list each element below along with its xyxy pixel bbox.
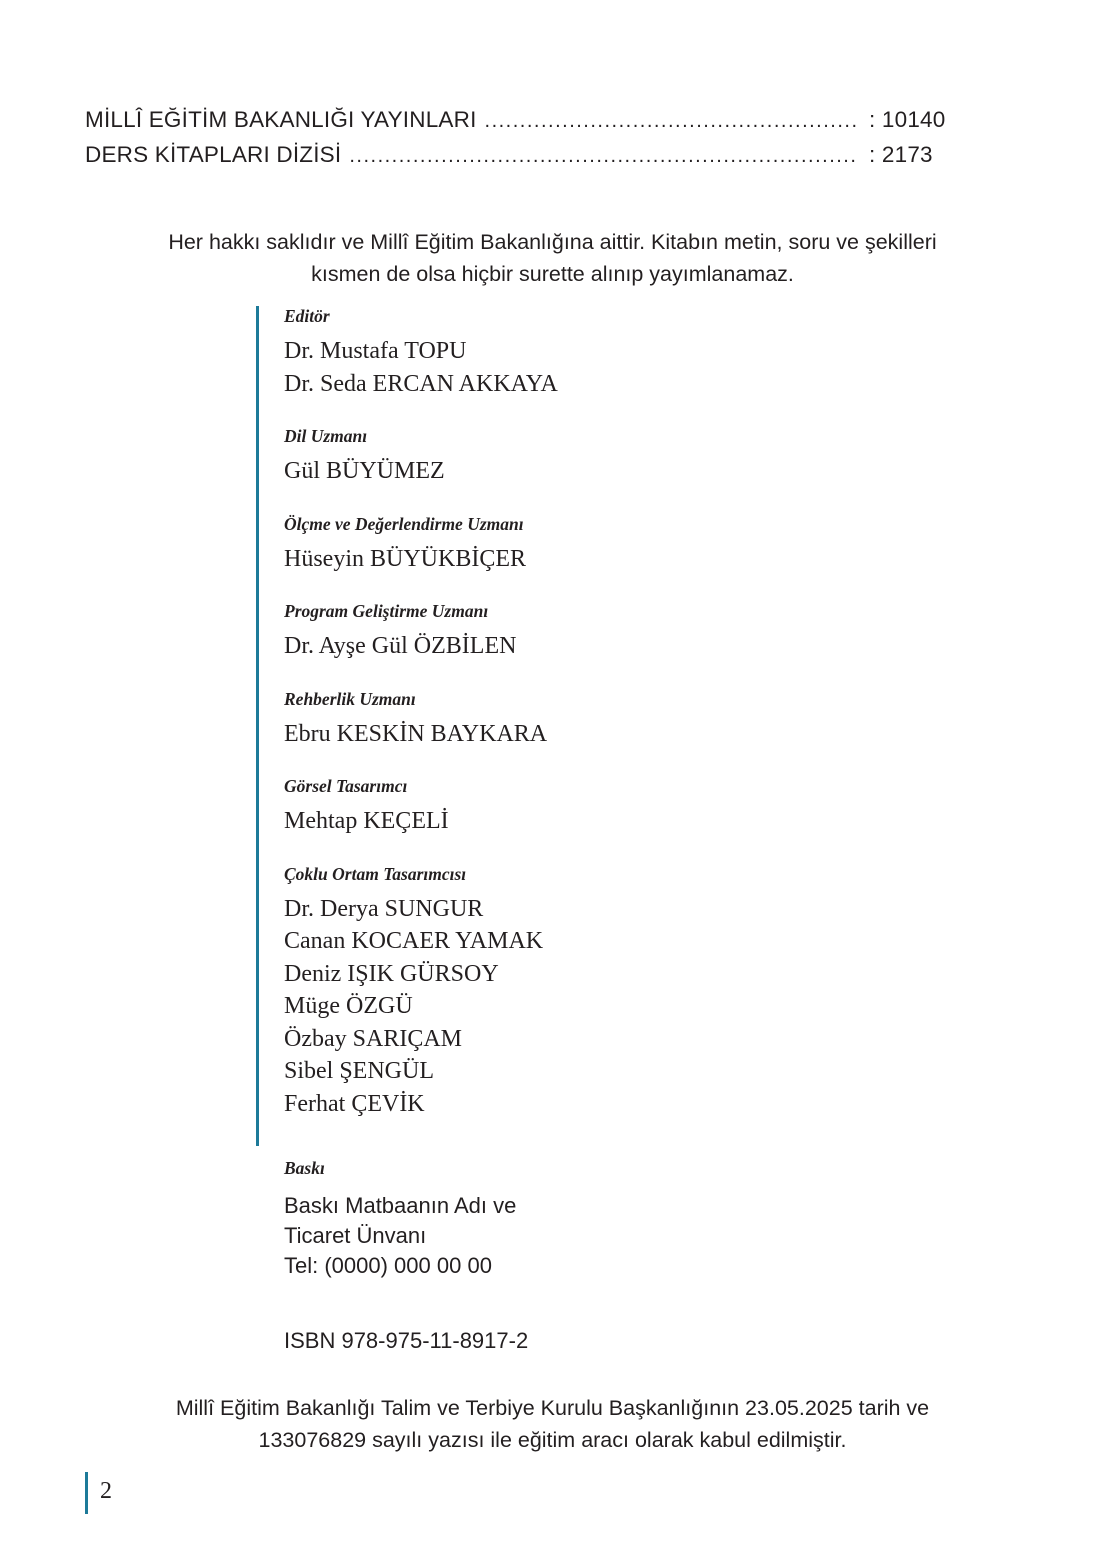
credit-name: Dr. Seda ERCAN AKKAYA xyxy=(284,370,558,397)
print-info-line: Ticaret Ünvanı xyxy=(284,1223,427,1248)
credit-title: Ölçme ve Değerlendirme Uzmanı xyxy=(284,513,524,534)
credit-name: Sibel ŞENGÜL xyxy=(284,1058,434,1084)
credit-section-editor xyxy=(284,306,816,400)
credit-title: Editör xyxy=(284,306,330,326)
dotted-leader xyxy=(349,139,859,173)
copyright-line: kısmen de olsa hiçbir surette alınıp yayımlanamaz. xyxy=(311,262,794,286)
credit-section-guidance-expert xyxy=(284,689,816,751)
copyright-notice xyxy=(90,226,1015,290)
credit-section-visual-designer xyxy=(284,776,816,838)
credit-name: Ebru KESKİN BAYKARA xyxy=(284,720,548,747)
credit-section-language-expert xyxy=(284,426,816,488)
publication-row xyxy=(85,103,947,138)
publication-number: : 2173 xyxy=(869,142,933,167)
copyright-line: Her hakkı saklıdır ve Millî Eğitim Bakanlığına aittir. Kitabın metin, soru ve şekilleri xyxy=(168,230,937,254)
credit-name: Hüseyin BÜYÜKBİÇER xyxy=(284,545,527,572)
credit-title: Program Geliştirme Uzmanı xyxy=(284,601,489,621)
publication-row xyxy=(85,138,947,173)
credit-name: Gül BÜYÜMEZ xyxy=(284,458,445,484)
credit-name: Mehtap KEÇELİ xyxy=(284,808,449,834)
print-info-line: Baskı Matbaanın Adı ve xyxy=(284,1193,517,1218)
publication-header xyxy=(85,103,947,173)
approval-line: Millî Eğitim Bakanlığı Talim ve Terbiye Kurulu Başkanlığının 23.05.2025 tarih ve xyxy=(175,1396,930,1420)
print-info-line: Tel: (0000) 000 00 00 xyxy=(284,1253,492,1278)
approval-line: 133076829 sayılı yazısı ile eğitim aracı olarak kabul edilmiştir. xyxy=(258,1428,847,1452)
print-info-title: Baskı xyxy=(284,1158,325,1178)
credit-title: Rehberlik Uzmanı xyxy=(284,688,416,709)
print-info-block xyxy=(284,1158,516,1281)
credit-title: Görsel Tasarımcı xyxy=(284,776,408,796)
publication-number: : 10140 xyxy=(869,107,946,132)
page-number: 2 xyxy=(100,1477,112,1504)
credit-name: Dr. Ayşe Gül ÖZBİLEN xyxy=(284,633,517,659)
publication-label: MİLLÎ EĞİTİM BAKANLIĞI YAYINLARI xyxy=(85,107,477,132)
publication-label: DERS KİTAPLARI DİZİSİ xyxy=(85,142,342,167)
credit-name: Dr. Mustafa TOPU xyxy=(284,338,467,364)
page-number-block xyxy=(85,1472,112,1514)
isbn-number: ISBN 978-975-11-8917-2 xyxy=(284,1328,529,1353)
credits-column xyxy=(256,306,816,1146)
credit-title: Çoklu Ortam Tasarımcısı xyxy=(284,863,467,884)
approval-statement xyxy=(100,1392,1005,1456)
credit-section-multimedia-designers xyxy=(284,864,816,1121)
credit-name: Ferhat ÇEVİK xyxy=(284,1090,425,1117)
credit-name: Deniz IŞIK GÜRSOY xyxy=(284,960,499,987)
credit-section-program-development xyxy=(284,601,816,663)
credit-name: Müge ÖZGÜ xyxy=(284,993,413,1019)
credit-name: Özbay SARIÇAM xyxy=(284,1025,462,1052)
credit-name: Dr. Derya SUNGUR xyxy=(284,895,484,922)
credit-name: Canan KOCAER YAMAK xyxy=(284,928,544,954)
credit-section-assessment-expert xyxy=(284,514,816,576)
dotted-leader xyxy=(485,104,859,138)
credit-title: Dil Uzmanı xyxy=(284,426,368,446)
